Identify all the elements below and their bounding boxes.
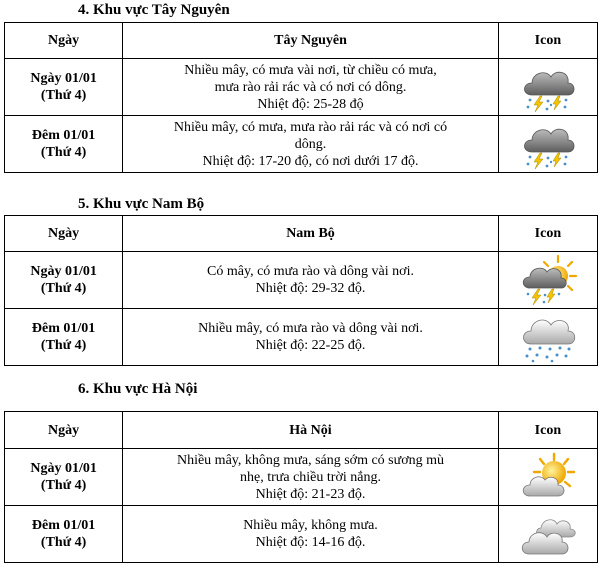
forecast-table-nam-bo xyxy=(4,215,598,366)
sun-thunderstorm-icon xyxy=(518,254,578,306)
temperature-line: Nhiệt độ: 14-16 độ. xyxy=(255,535,366,550)
day-label: Ngày 01/01 xyxy=(30,461,97,476)
table-row xyxy=(5,506,598,563)
description-line: Có mây, có mưa rào và dông vài nơi. xyxy=(207,264,414,279)
table-header-row xyxy=(5,216,598,252)
table-header-row xyxy=(5,412,598,449)
temperature-line: Nhiệt độ: 17-20 độ, có nơi dưới 17 độ. xyxy=(202,153,419,169)
section-title-tay-nguyen: 4. Khu vực Tây Nguyên xyxy=(78,2,230,18)
table-row xyxy=(5,252,598,309)
temperature-line: Nhiệt độ: 29-32 độ. xyxy=(255,281,366,296)
thunderstorm-rain-icon xyxy=(518,118,578,170)
icon-cell xyxy=(498,506,597,563)
day-cell xyxy=(5,116,123,173)
header-region: Nam Bộ xyxy=(123,216,499,252)
cloudy-icon xyxy=(517,509,579,559)
description-line: dông. xyxy=(294,136,327,152)
table-header-row xyxy=(5,23,598,59)
day-cell xyxy=(5,309,123,366)
weekday-label: (Thứ 4) xyxy=(40,281,87,296)
icon-cell xyxy=(498,252,597,309)
header-day: Ngày xyxy=(5,216,123,252)
temperature-line: Nhiệt độ: 25-28 độ xyxy=(257,96,364,112)
weekday-label: (Thứ 4) xyxy=(40,478,87,493)
description-line: Nhiều mây, có mưa, mưa rào rải rác và có nơi có xyxy=(173,119,448,135)
header-day: Ngày xyxy=(5,23,123,59)
header-region: Hà Nội xyxy=(123,412,499,449)
table-row xyxy=(5,449,598,506)
table-row xyxy=(5,309,598,366)
header-icon: Icon xyxy=(498,23,597,59)
day-label: Đêm 01/01 xyxy=(31,321,96,336)
day-label: Ngày 01/01 xyxy=(30,264,97,279)
description-line: Nhiều mây, không mưa, sáng sớm có sương mù xyxy=(176,452,445,468)
day-label: Đêm 01/01 xyxy=(31,128,96,143)
day-cell xyxy=(5,59,123,116)
icon-cell xyxy=(498,116,597,173)
table-row xyxy=(5,59,598,116)
forecast-table-tay-nguyen xyxy=(4,22,598,173)
description-cell xyxy=(123,506,499,563)
weekday-label: (Thứ 4) xyxy=(40,338,87,353)
section-title-ha-noi: 6. Khu vực Hà Nội xyxy=(78,381,198,397)
description-line: Nhiều mây, có mưa rào và dông vài nơi. xyxy=(198,321,423,336)
description-cell xyxy=(123,449,499,506)
weekday-label: (Thứ 4) xyxy=(40,88,87,103)
temperature-line: Nhiệt độ: 21-23 độ. xyxy=(255,486,366,502)
header-icon: Icon xyxy=(498,216,597,252)
description-line: nhẹ, trưa chiều trời nắng. xyxy=(240,469,381,485)
day-cell xyxy=(5,252,123,309)
table-row xyxy=(5,116,598,173)
weekday-label: (Thứ 4) xyxy=(40,535,87,550)
header-region: Tây Nguyên xyxy=(123,23,499,59)
forecast-table-ha-noi xyxy=(4,411,598,563)
description-line: mưa rào rải rác và có nơi có dông. xyxy=(214,79,407,95)
thunderstorm-rain-icon xyxy=(518,61,578,113)
icon-cell xyxy=(498,449,597,506)
weekday-label: (Thứ 4) xyxy=(40,145,87,160)
header-day: Ngày xyxy=(5,412,123,449)
section-title-nam-bo: 5. Khu vực Nam Bộ xyxy=(78,196,205,212)
day-cell xyxy=(5,506,123,563)
description-cell xyxy=(123,309,499,366)
description-line: Nhiều mây, có mưa vài nơi, từ chiều có mưa, xyxy=(184,62,437,78)
icon-cell xyxy=(498,309,597,366)
day-label: Đêm 01/01 xyxy=(31,518,96,533)
temperature-line: Nhiệt độ: 22-25 độ. xyxy=(255,338,366,353)
sun-cloud-icon xyxy=(518,452,578,502)
day-label: Ngày 01/01 xyxy=(30,71,97,86)
description-cell xyxy=(123,59,499,116)
day-cell xyxy=(5,449,123,506)
header-icon: Icon xyxy=(498,412,597,449)
cloud-rain-icon xyxy=(518,311,578,363)
icon-cell xyxy=(498,59,597,116)
description-cell xyxy=(123,116,499,173)
description-line: Nhiều mây, không mưa. xyxy=(243,518,378,533)
description-cell xyxy=(123,252,499,309)
